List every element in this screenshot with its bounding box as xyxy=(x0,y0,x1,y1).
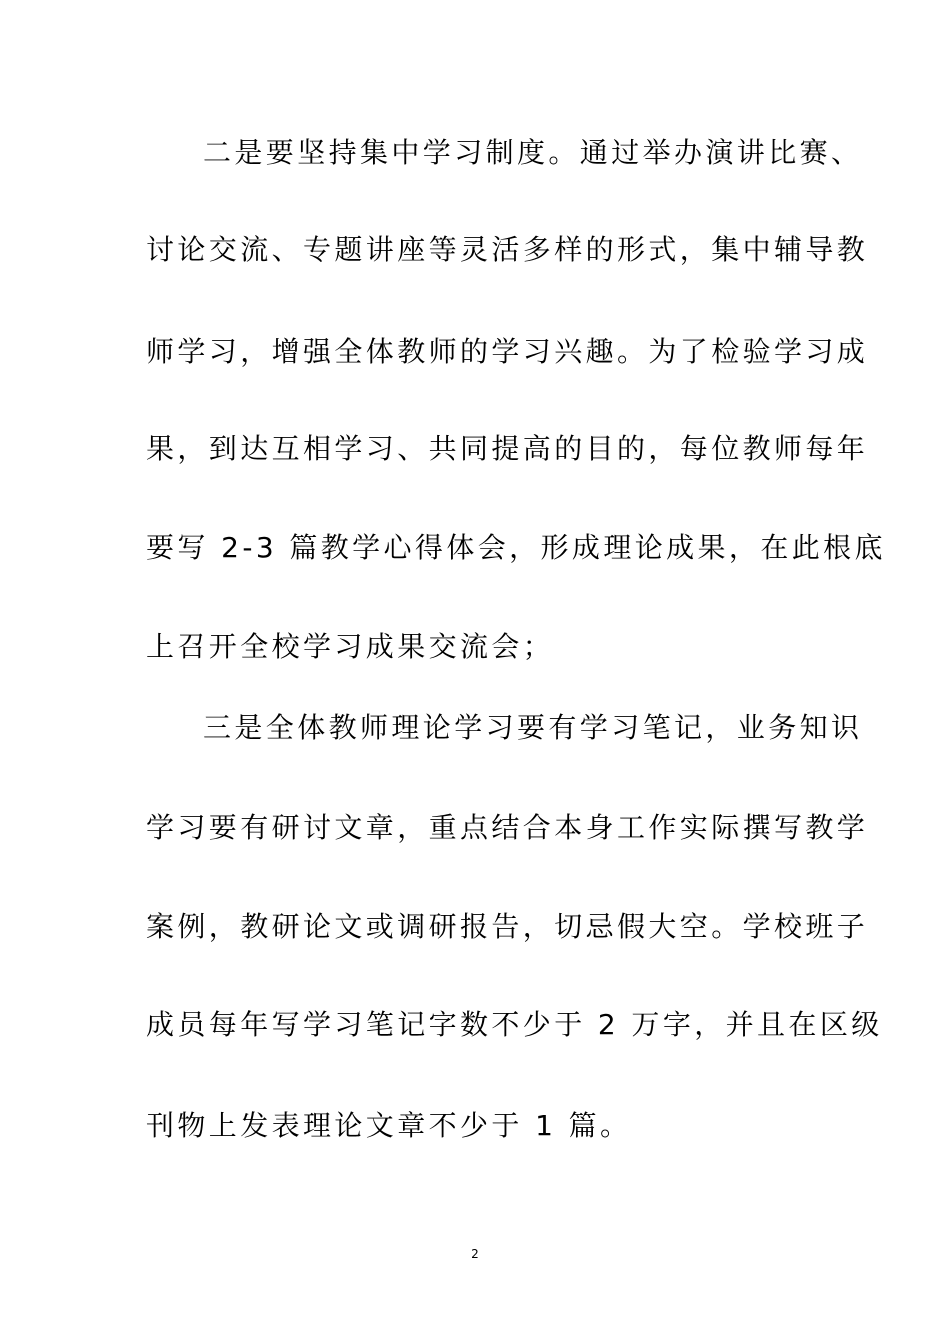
paragraph-line: 讨论交流、专题讲座等灵活多样的形式，集中辅导教 xyxy=(146,233,869,266)
page-number: 2 xyxy=(471,1247,479,1261)
paragraph-line: 二是要坚持集中学习制度。通过举办演讲比赛、 xyxy=(203,136,863,169)
paragraph-line: 刊物上发表理论文章不少于 1 篇。 xyxy=(146,1109,632,1142)
paragraph-line: 果，到达互相学习、共同提高的目的，每位教师每年 xyxy=(146,432,869,465)
paragraph-line: 三是全体教师理论学习要有学习笔记，业务知识 xyxy=(203,711,863,744)
paragraph-line: 学习要有研讨文章，重点结合本身工作实际撰写教学 xyxy=(146,811,869,844)
paragraph-line: 成员每年写学习笔记字数不少于 2 万字，并且在区级 xyxy=(146,1008,883,1041)
paragraph-line: 要写 2-3 篇教学心得体会，形成理论成果，在此根底 xyxy=(146,531,886,564)
paragraph-line: 上召开全校学习成果交流会； xyxy=(146,630,555,663)
paragraph-line: 师学习，增强全体教师的学习兴趣。为了检验学习成 xyxy=(146,335,869,368)
paragraph-line: 案例，教研论文或调研报告，切忌假大空。学校班子 xyxy=(146,910,869,943)
